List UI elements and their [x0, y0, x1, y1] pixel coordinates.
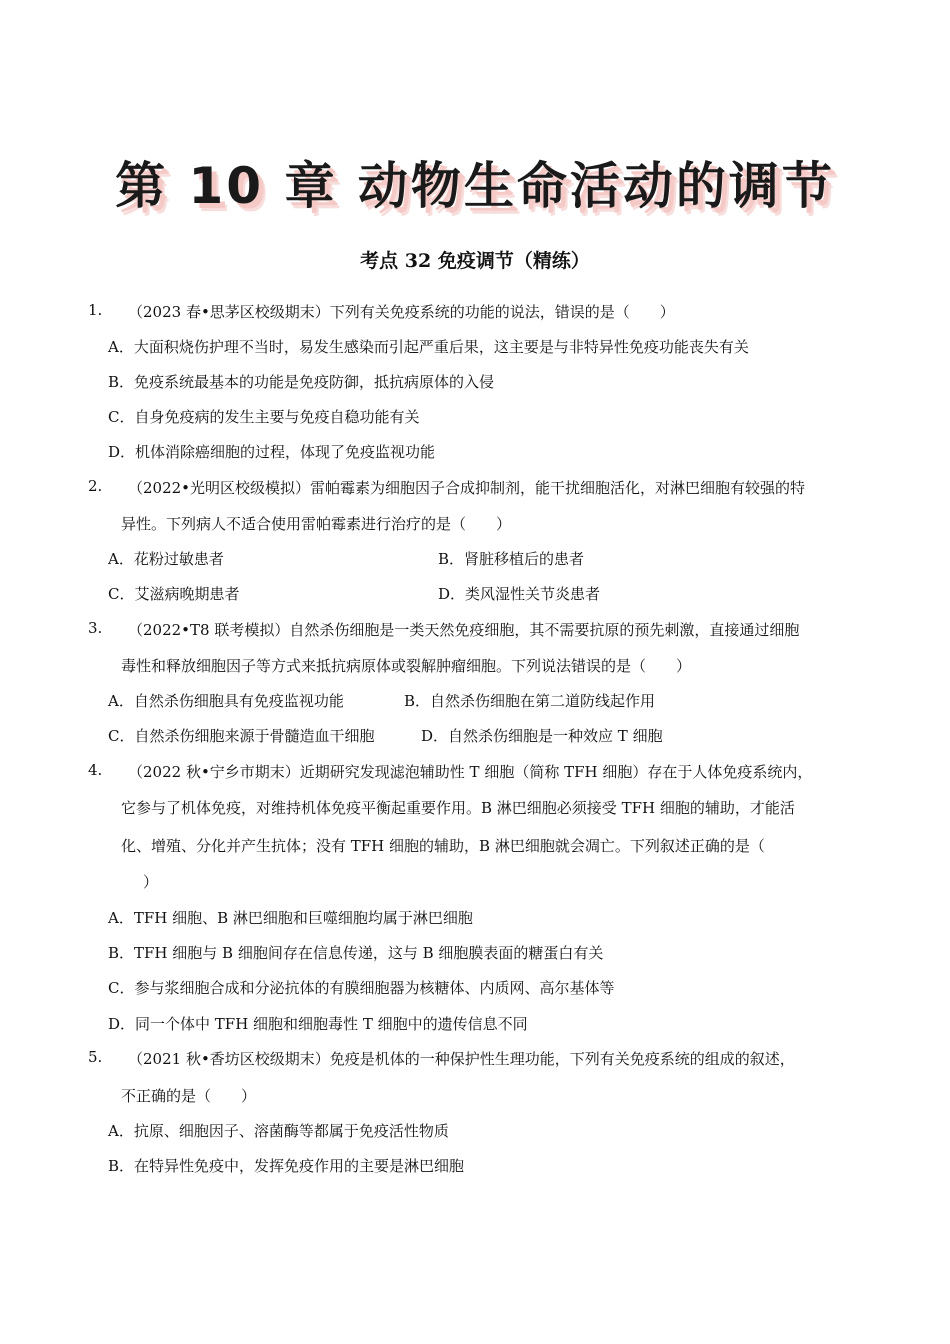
option-a: A．TFH 细胞、B 淋巴细胞和巨噬细胞均属于淋巴细胞: [108, 909, 473, 927]
question-stem-continued: 化、增殖、分化并产生抗体；没有 TFH 细胞的辅助，B 淋巴细胞就会凋亡。下列叙述正确的是（: [121, 837, 765, 855]
question-number: 5.: [88, 1048, 103, 1066]
question-number: 4.: [88, 761, 103, 779]
chapter-title: [0, 146, 950, 218]
option-b: B．自然杀伤细胞在第二道防线起作用: [404, 692, 656, 710]
question-stem: （2021 秋•香坊区校级期末）免疫是机体的一种保护性生理功能，下列有关免疫系统的组成的叙述，: [128, 1050, 795, 1068]
option-c: C．艾滋病晚期患者: [108, 585, 240, 603]
question-stem: （2022 秋•宁乡市期末）近期研究发现滤泡辅助性 T 细胞（简称 TFH 细胞）存在于人体免疫系统内，: [128, 763, 813, 781]
option-a: A．自然杀伤细胞具有免疫监视功能: [108, 692, 344, 710]
option-a: A．大面积烧伤护理不当时，易发生感染而引起严重后果，这主要是与非特异性免疫功能丧失有关: [108, 338, 749, 356]
question-stem: （2022•T8 联考模拟）自然杀伤细胞是一类天然免疫细胞，其不需要抗原的预先刺激，直接通过细胞: [128, 621, 800, 639]
question-number: 3.: [88, 619, 103, 637]
option-b: B．在特异性免疫中，发挥免疫作用的主要是淋巴细胞: [108, 1157, 465, 1175]
question-stem-continued: 异性。下列病人不适合使用雷帕霉素进行治疗的是（ ）: [121, 515, 512, 533]
question-number: 1.: [88, 301, 103, 319]
option-b: B．TFH 细胞与 B 细胞间存在信息传递，这与 B 细胞膜表面的糖蛋白有关: [108, 944, 604, 962]
option-d: D．类风湿性关节炎患者: [438, 585, 601, 603]
question-stem: （2022•光明区校级模拟）雷帕霉素为细胞因子合成抑制剂，能干扰细胞活化，对淋巴细胞有较强的特: [128, 479, 806, 497]
question-stem-continued: 毒性和释放细胞因子等方式来抵抗病原体或裂解肿瘤细胞。下列说法错误的是（ ）: [121, 657, 692, 675]
option-c: C．自身免疫病的发生主要与免疫自稳功能有关: [108, 408, 420, 426]
option-d: D．同一个体中 TFH 细胞和细胞毒性 T 细胞中的遗传信息不同: [108, 1015, 528, 1033]
option-b: B．免疫系统最基本的功能是免疫防御，抵抗病原体的入侵: [108, 373, 495, 391]
option-d: D．自然杀伤细胞是一种效应 T 细胞: [421, 727, 663, 745]
option-c: C．自然杀伤细胞来源于骨髓造血干细胞: [108, 727, 375, 745]
question-number: 2.: [88, 477, 103, 495]
option-d: D．机体消除癌细胞的过程，体现了免疫监视功能: [108, 443, 436, 461]
option-b: B．肾脏移植后的患者: [438, 550, 585, 568]
question-stem-continued: 它参与了机体免疫，对维持机体免疫平衡起重要作用。B 淋巴细胞必须接受 TFH 细胞的辅助，才能活: [121, 799, 795, 817]
question-stem-continued: 不正确的是（ ）: [121, 1087, 257, 1105]
question-stem: （2023 春•思茅区校级期末）下列有关免疫系统的功能的说法，错误的是（ ）: [128, 303, 675, 321]
option-a: A．花粉过敏患者: [108, 550, 224, 568]
question-stem-continued: ）: [128, 873, 159, 891]
option-a: A．抗原、细胞因子、溶菌酶等都属于免疫活性物质: [108, 1122, 449, 1140]
chapter-title-text: 第 10 章 动物生命活动的调节: [115, 157, 835, 215]
option-c: C．参与浆细胞合成和分泌抗体的有膜细胞器为核糖体、内质网、高尔基体等: [108, 979, 615, 997]
section-subtitle: 考点 32 免疫调节（精练）: [360, 250, 590, 272]
